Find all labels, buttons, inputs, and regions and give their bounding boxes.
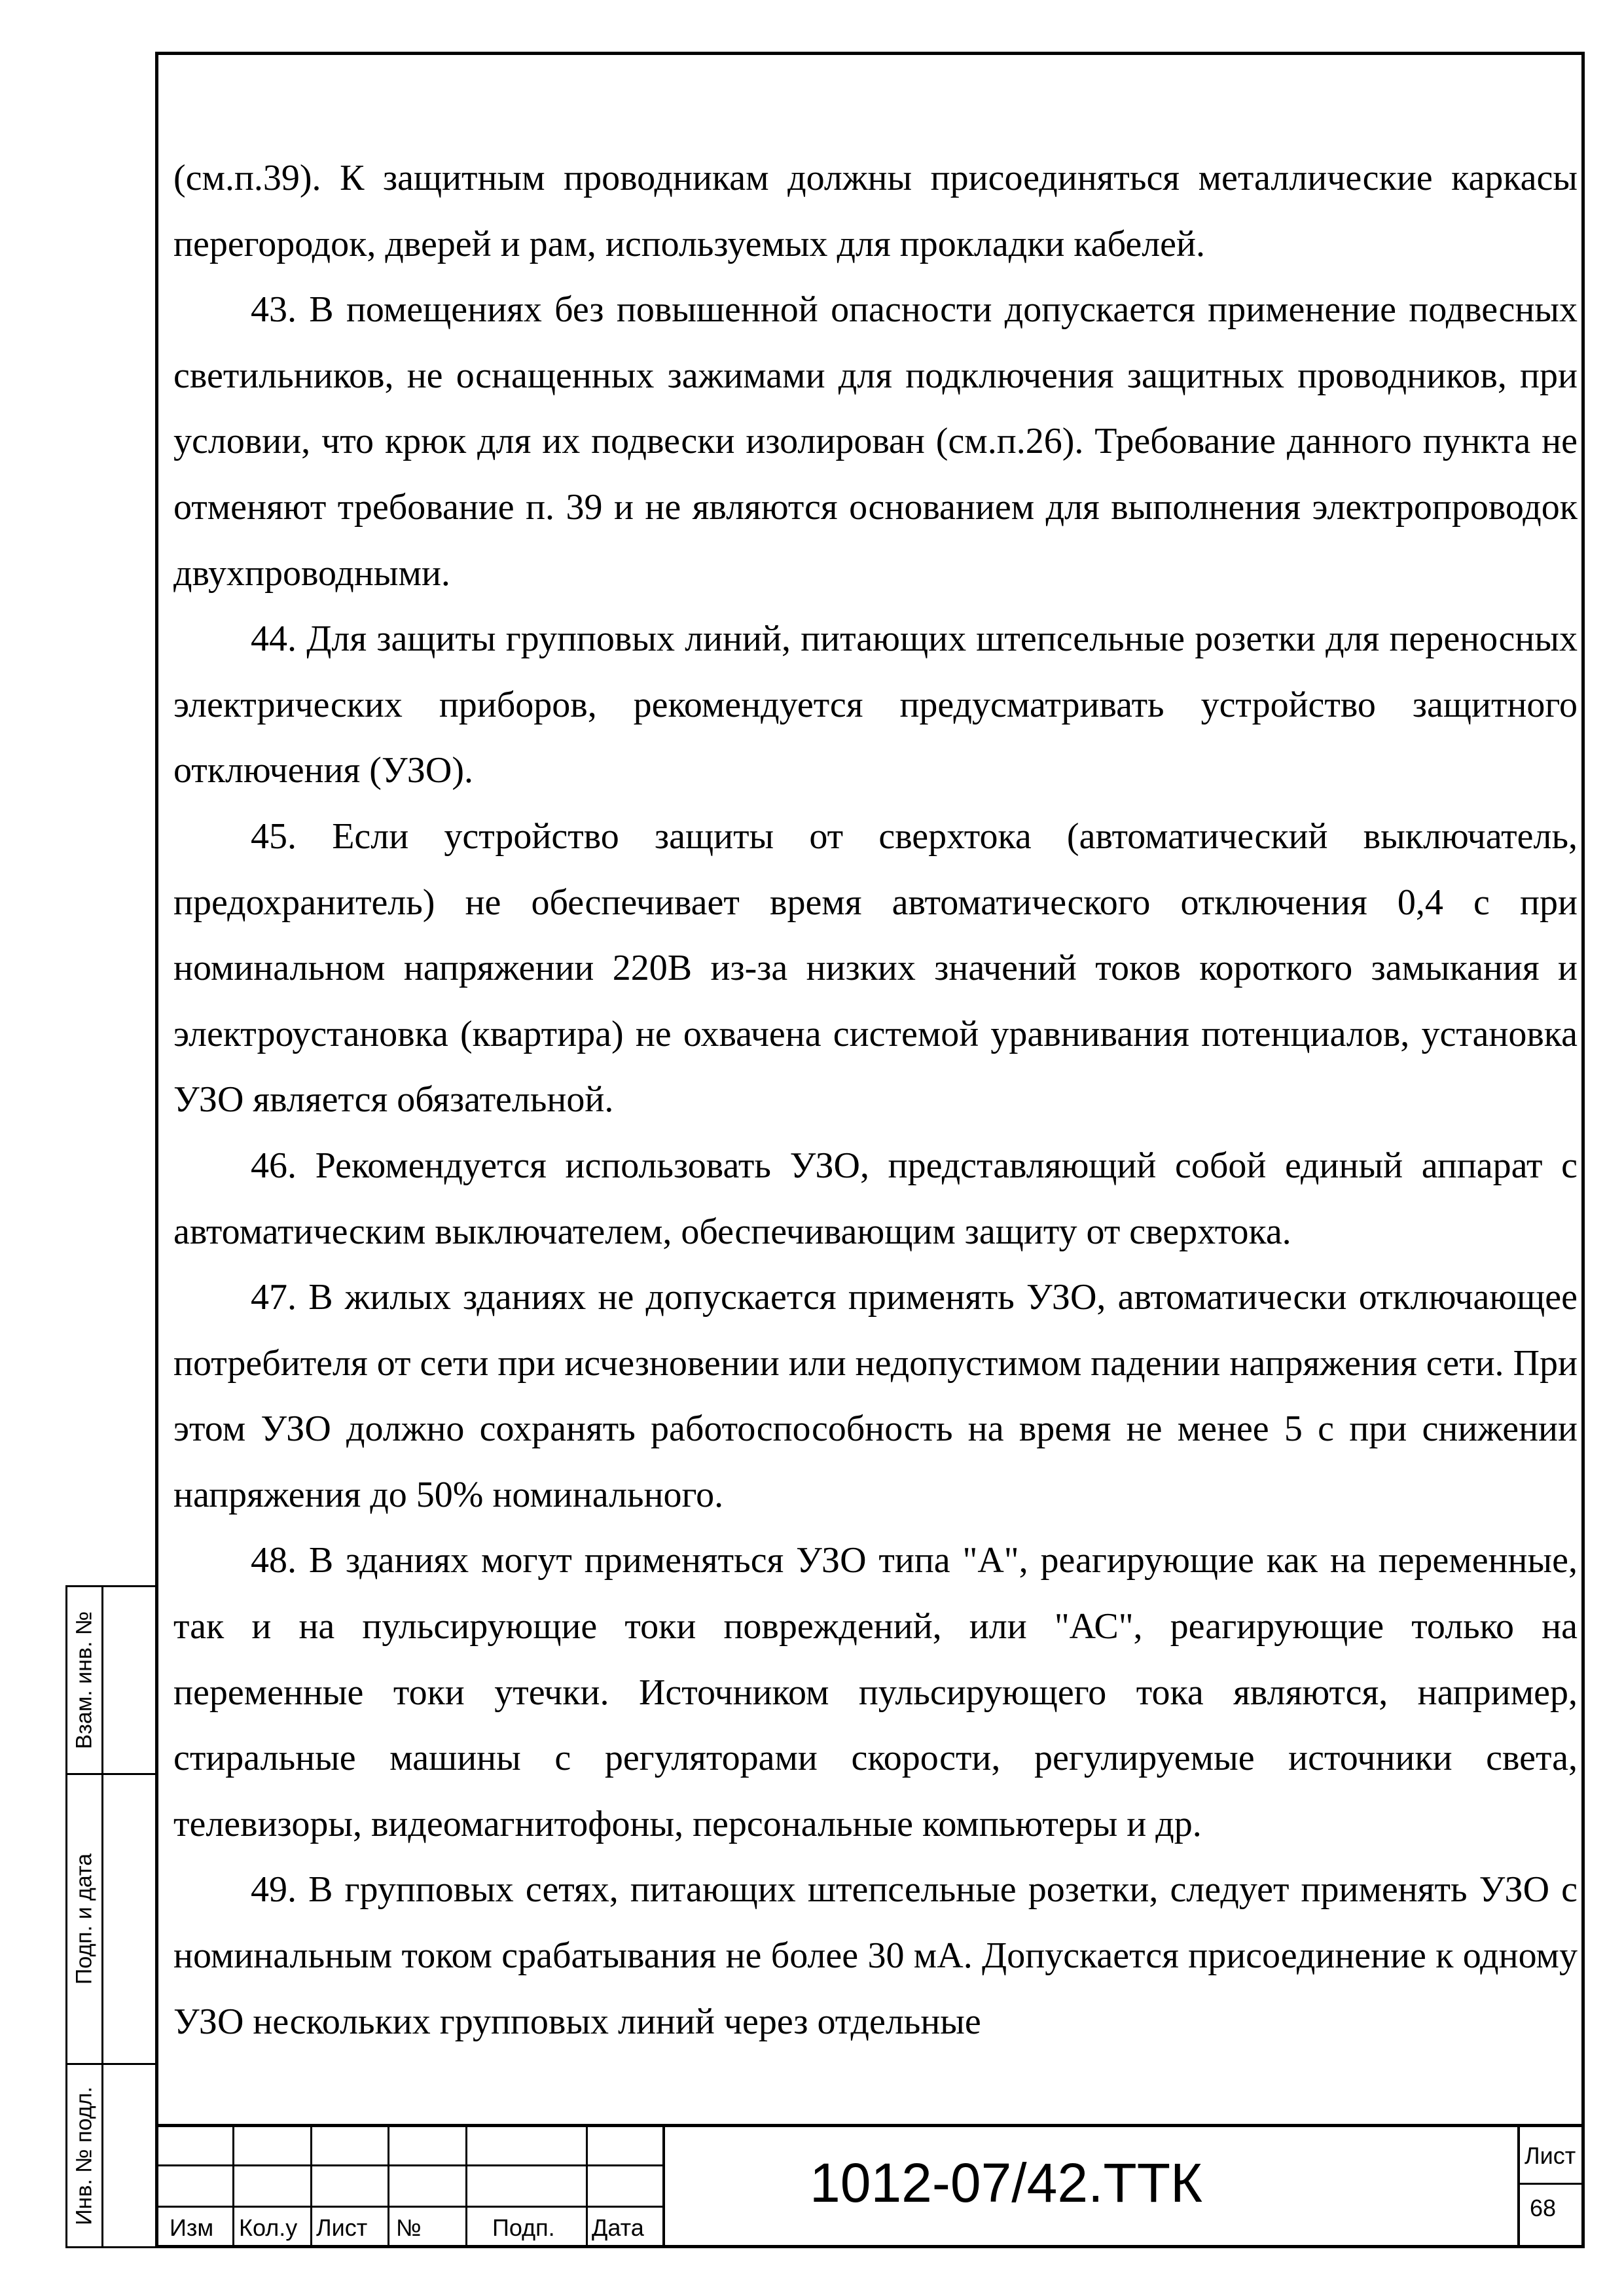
side-stamp: [65, 1585, 155, 2248]
paragraph-47: 47. В жилых зданиях не допускается применять УЗО, автоматически отключающее потребителя от сети при исчезновении или недопустимом падении напряжения сети. При этом УЗО должно сохранять работоспособность на время не менее 5 с при снижении напряжения до 50% номинального.: [173, 1277, 1578, 1515]
side-label-inv: Инв. № подл.: [71, 2086, 97, 2225]
side-label-vzam: Взам. инв. №: [71, 1611, 97, 1749]
col-podp: Подп.: [492, 2214, 555, 2241]
document-code: 1012-07/42.ТТК: [810, 2152, 1202, 2214]
paragraph-48: 48. В зданиях могут применяться УЗО типа "А", реагирующие как на переменные, так и на пульсирующие токи повреждений, или "АС", реагирующие только на переменные токи утечки. Источником пульсирующего тока являются, например, стиральные машины с регуляторами скорости, регулируемые источники света, телевизоры, видеомагнитофоны, персональные компьютеры и др.: [173, 1540, 1578, 1844]
side-cell-podp: [65, 1773, 155, 2065]
paragraph-46: 46. Рекомендуется использовать УЗО, представляющий собой единый аппарат с автоматическим выключателем, обеспечивающим защиту от сверхтока.: [173, 1145, 1578, 1252]
col-data: Дата: [592, 2214, 644, 2241]
paragraph-49: 49. В групповых сетях, питающих штепсельные розетки, следует применять УЗО с номинальным током срабатывания не более 30 мА. Допускается присоединение к одному УЗО нескольких групповых линий через отдельные: [173, 1869, 1578, 2042]
sheet-number: 68: [1530, 2195, 1557, 2221]
side-cell-inv: [65, 2063, 155, 2248]
paragraph-44: 44. Для защиты групповых линий, питающих штепсельные розетки для переносных электрических приборов, рекомендуется предусматривать устройство защитного отключения (УЗО).: [173, 619, 1578, 791]
document-body: [173, 145, 1578, 2054]
paragraph-43: 43. В помещениях без повышенной опасности допускается применение подвесных светильников, не оснащенных зажимами для подключения защитных проводников, при условии, что крюк для их подвески изолирован (см.п.26). Требование данного пункта не отменяют требование п. 39 и не являются основанием для выполнения электропроводок двухпроводными.: [173, 289, 1578, 594]
sheet-label: Лист: [1525, 2142, 1576, 2169]
col-list: Лист: [316, 2214, 368, 2241]
title-block: [155, 2124, 1585, 2248]
side-label-podp: Подп. и дата: [71, 1853, 97, 1985]
col-number: №: [396, 2214, 422, 2241]
paragraph-continuation: (см.п.39). К защитным проводникам должны присоединяться металлические каркасы перегородок, дверей и рам, используемых для прокладки кабелей.: [173, 158, 1578, 264]
side-cell-vzam: [65, 1585, 155, 1775]
col-izm: Изм: [170, 2214, 214, 2241]
paragraph-45: 45. Если устройство защиты от сверхтока (автоматический выключатель, предохранитель) не обеспечивает время автоматического отключения 0,4 с при номинальном напряжении 220В из-за низких значений токов короткого замыкания и электроустановка (квартира) не охвачена системой уравнивания потенциалов, установка УЗО является обязательной.: [173, 816, 1578, 1121]
col-kolu: Кол.у: [239, 2214, 298, 2241]
